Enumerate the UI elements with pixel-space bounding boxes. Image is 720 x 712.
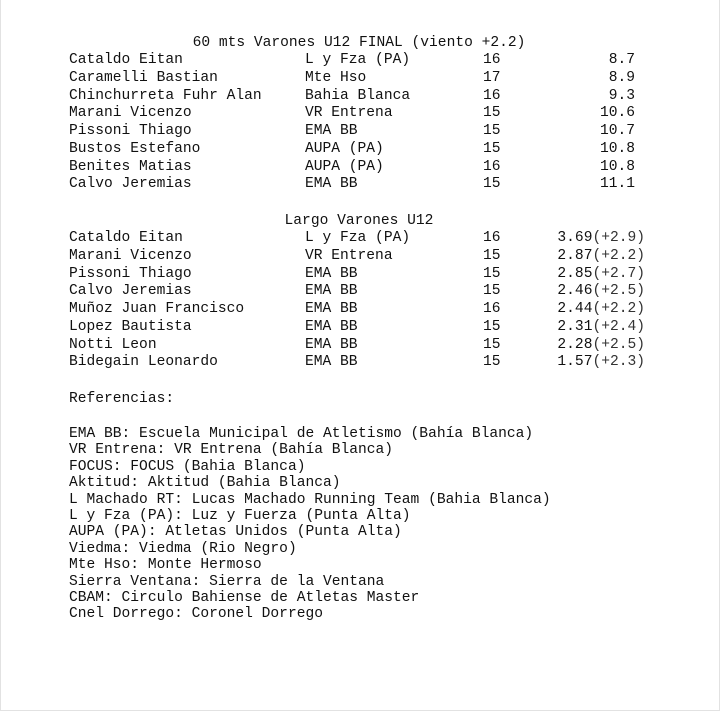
athlete-club: AUPA (PA)	[305, 140, 384, 157]
athlete-mark-with-wind	[557, 230, 645, 248]
athlete-mark-with-wind	[557, 248, 645, 266]
athlete-name: Bidegain Leonardo	[69, 354, 218, 371]
wind-reading: (+2.7)	[592, 265, 645, 282]
athlete-name: Lopez Bautista	[69, 318, 192, 335]
athlete-name: Chinchurreta Fuhr Alan	[69, 87, 262, 104]
athlete-age: 15	[483, 176, 501, 193]
references-heading: Referencias:	[69, 391, 175, 407]
table-row	[69, 159, 669, 177]
athlete-name: Marani Vicenzo	[69, 247, 192, 264]
athlete-club: Bahia Blanca	[305, 87, 411, 104]
table-row	[69, 319, 669, 337]
athlete-mark-with-wind	[557, 266, 645, 284]
athlete-mark: 11.1	[599, 176, 635, 193]
athlete-age: 15	[483, 336, 501, 353]
athlete-age: 15	[483, 283, 501, 300]
athlete-club: EMA BB	[305, 176, 358, 193]
athlete-name: Benites Matias	[69, 158, 192, 175]
table-row	[69, 283, 669, 301]
sprint-title: 60 mts Varones U12 FINAL (viento +2.2)	[192, 35, 526, 51]
wind-reading: (+2.5)	[592, 283, 645, 300]
reference-item: VR Entrena: VR Entrena (Bahía Blanca)	[69, 442, 394, 459]
reference-item: FOCUS: FOCUS (Bahia Blanca)	[69, 458, 306, 475]
athlete-name: Marani Vicenzo	[69, 105, 192, 122]
athlete-mark-with-wind	[557, 283, 645, 301]
athlete-mark: 10.6	[599, 105, 635, 122]
wind-reading: (+2.3)	[592, 354, 645, 371]
athlete-mark: 3.69	[557, 230, 593, 246]
reference-item: CBAM: Circulo Bahiense de Atletas Master	[69, 589, 420, 606]
athlete-club: EMA BB	[305, 318, 358, 335]
athlete-mark: 8.7	[608, 52, 635, 68]
athlete-name: Caramelli Bastian	[69, 69, 218, 86]
athlete-mark-with-wind	[557, 354, 645, 372]
table-row	[69, 230, 669, 248]
table-row	[69, 248, 669, 266]
athlete-age: 15	[483, 265, 501, 282]
athlete-name: Pissoni Thiago	[69, 123, 192, 139]
athlete-mark-with-wind	[557, 319, 645, 337]
long-jump-title: Largo Varones U12	[284, 213, 434, 229]
reference-item: AUPA (PA): Atletas Unidos (Punta Alta)	[69, 524, 402, 541]
athlete-name: Cataldo Eitan	[69, 230, 183, 246]
athlete-mark: 2.87	[557, 247, 593, 264]
athlete-mark: 10.8	[599, 158, 635, 175]
athlete-name: Notti Leon	[69, 336, 157, 353]
athlete-age: 15	[483, 140, 501, 157]
athlete-name: Calvo Jeremias	[69, 283, 192, 300]
athlete-mark: 8.9	[608, 69, 635, 86]
reference-item: Mte Hso: Monte Hermoso	[69, 557, 262, 574]
athlete-club: EMA BB	[305, 265, 358, 282]
athlete-age: 16	[483, 301, 501, 317]
athlete-club: EMA BB	[305, 283, 358, 300]
table-row	[69, 141, 669, 159]
athlete-age: 16	[483, 158, 501, 175]
athlete-name: Pissoni Thiago	[69, 265, 192, 282]
athlete-club: Mte Hso	[305, 69, 367, 86]
table-row	[69, 70, 669, 88]
reference-item: Sierra Ventana: Sierra de la Ventana	[69, 573, 385, 590]
table-row	[69, 52, 669, 70]
athlete-mark: 9.3	[608, 87, 635, 104]
athlete-mark: 2.44	[557, 301, 593, 317]
athlete-age: 17	[483, 69, 501, 86]
athlete-mark: 2.85	[557, 265, 593, 282]
athlete-mark: 2.31	[557, 318, 593, 335]
athlete-mark-with-wind	[557, 337, 645, 355]
athlete-name: Calvo Jeremias	[69, 176, 192, 193]
reference-item: EMA BB: Escuela Municipal de Atletismo (Bahía Blanca)	[69, 426, 534, 442]
table-row	[69, 176, 669, 194]
athlete-age: 16	[483, 52, 501, 68]
reference-item: L y Fza (PA): Luz y Fuerza (Punta Alta)	[69, 507, 411, 524]
table-row	[69, 266, 669, 284]
athlete-age: 15	[483, 123, 501, 139]
athlete-mark: 2.46	[557, 283, 593, 300]
athlete-club: L y Fza (PA)	[305, 52, 411, 68]
athlete-club: EMA BB	[305, 354, 358, 371]
table-row	[69, 354, 669, 372]
athlete-club: VR Entrena	[305, 247, 393, 264]
reference-item: Aktitud: Aktitud (Bahia Blanca)	[69, 475, 341, 492]
athlete-mark-with-wind	[557, 301, 645, 319]
table-row	[69, 88, 669, 106]
athlete-name: Cataldo Eitan	[69, 52, 183, 68]
long-jump-results-table	[69, 230, 669, 372]
athlete-mark: 2.28	[557, 336, 593, 353]
athlete-club: EMA BB	[305, 301, 358, 317]
table-row	[69, 301, 669, 319]
athlete-mark: 10.7	[599, 123, 635, 139]
wind-reading: (+2.4)	[592, 318, 645, 335]
athlete-club: EMA BB	[305, 123, 358, 139]
athlete-age: 16	[483, 230, 501, 246]
athlete-club: EMA BB	[305, 336, 358, 353]
wind-reading: (+2.9)	[592, 230, 645, 246]
athlete-mark: 1.57	[557, 354, 593, 371]
athlete-mark: 10.8	[599, 140, 635, 157]
reference-item: L Machado RT: Lucas Machado Running Team (Bahia Blanca)	[69, 491, 551, 508]
athlete-age: 15	[483, 105, 501, 122]
athlete-club: AUPA (PA)	[305, 158, 384, 175]
athlete-age: 15	[483, 247, 501, 264]
wind-reading: (+2.5)	[592, 336, 645, 353]
athlete-age: 15	[483, 318, 501, 335]
athlete-club: VR Entrena	[305, 105, 393, 122]
reference-item: Viedma: Viedma (Rio Negro)	[69, 540, 297, 557]
table-row	[69, 337, 669, 355]
wind-reading: (+2.2)	[592, 247, 645, 264]
athlete-club: L y Fza (PA)	[305, 230, 411, 246]
reference-item: Cnel Dorrego: Coronel Dorrego	[69, 606, 323, 623]
table-row	[69, 123, 669, 141]
sprint-results-table	[69, 52, 669, 194]
athlete-age: 16	[483, 87, 501, 104]
references-list	[69, 426, 551, 623]
athlete-name: Muñoz Juan Francisco	[69, 301, 245, 317]
athlete-age: 15	[483, 354, 501, 371]
table-row	[69, 105, 669, 123]
athlete-name: Bustos Estefano	[69, 140, 201, 157]
wind-reading: (+2.2)	[592, 301, 645, 317]
